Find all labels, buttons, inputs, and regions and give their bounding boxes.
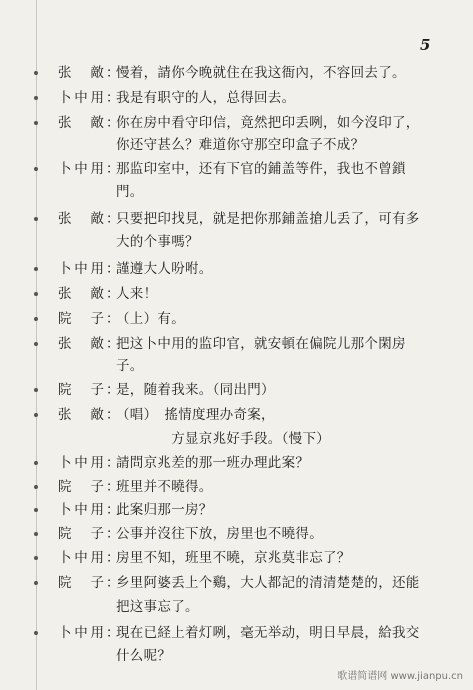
margin-dot [34, 388, 38, 392]
margin-dot [34, 292, 38, 296]
dialogue-text: 把这事忘了。 [116, 599, 199, 615]
speaker-name: 院子 [58, 479, 104, 495]
margin-dot [34, 267, 38, 271]
dialogue-text: 什么呢？ [116, 648, 172, 664]
dialogue-text: 此案归那一房？ [116, 502, 213, 518]
speaker-colon: ： [106, 336, 120, 352]
speaker-name: 张敵 [58, 65, 104, 81]
speaker-colon: ： [106, 479, 120, 495]
speaker-name: 卜中用 [58, 455, 104, 471]
speaker-colon: ： [106, 286, 120, 302]
margin-dot [34, 413, 38, 417]
dialogue-line [0, 476, 473, 498]
speaker-colon: ： [106, 211, 120, 227]
speaker-name: 卜中用 [58, 625, 104, 641]
speaker-colon: ： [106, 115, 120, 131]
dialogue-text: 房里不知，班里不曉，京兆莫非忘了？ [116, 550, 351, 566]
dialogue-line [0, 308, 473, 330]
margin-dot [34, 96, 38, 100]
page-number: 5 [420, 36, 431, 54]
speaker-name: 院子 [58, 526, 104, 542]
dialogue-line [0, 645, 473, 667]
speaker-name: 卜中用 [58, 90, 104, 106]
dialogue-text: 現在已経上着灯咧，毫无举动，明日早晨，給我交 [116, 625, 420, 641]
margin-dot [34, 217, 38, 221]
speaker-colon: ： [106, 526, 120, 542]
dialogue-line [0, 622, 473, 644]
margin-dot [34, 532, 38, 536]
dialogue-text: 請問京兆差的那一班办理此案？ [116, 455, 310, 471]
dialogue-line [0, 428, 473, 450]
dialogue-text: 班里并不曉得。 [116, 479, 213, 495]
dialogue-text: 人来！ [116, 286, 158, 302]
speaker-name: 院子 [58, 382, 104, 398]
speaker-colon: ： [106, 407, 120, 423]
dialogue-line [0, 181, 473, 203]
dialogue-line [0, 333, 473, 355]
speaker-name: 卜中用 [58, 502, 104, 518]
margin-dot [34, 342, 38, 346]
speaker-colon: ： [106, 65, 120, 81]
dialogue-line [0, 112, 473, 134]
speaker-name: 院子 [58, 575, 104, 591]
dialogue-line [0, 547, 473, 569]
dialogue-line [0, 523, 473, 545]
dialogue-line [0, 258, 473, 280]
margin-dot [34, 461, 38, 465]
speaker-colon: ： [106, 90, 120, 106]
dialogue-text: 子。 [116, 358, 144, 374]
margin-dot [34, 631, 38, 635]
dialogue-line [0, 62, 473, 84]
margin-dot [34, 121, 38, 125]
dialogue-text: 是，随着我来。（同出門） [116, 382, 275, 398]
dialogue-line [0, 208, 473, 230]
speaker-colon: ： [106, 382, 120, 398]
speaker-colon: ： [106, 161, 120, 177]
margin-dot [34, 581, 38, 585]
dialogue-line [0, 572, 473, 594]
speaker-name: 张敵 [58, 115, 104, 131]
dialogue-text: （唱） 搖情度理办奇案， [116, 407, 275, 423]
speaker-colon: ： [106, 261, 120, 277]
dialogue-text: 你在房中看守印信，竟然把印丢咧，如今沒印了， [116, 115, 420, 131]
speaker-name: 卜中用 [58, 261, 104, 277]
dialogue-line [0, 87, 473, 109]
dialogue-text: 慢着，請你今晚就住在我这衙內，不容回去了。 [116, 65, 406, 81]
speaker-colon: ： [106, 550, 120, 566]
speaker-colon: ： [106, 625, 120, 641]
dialogue-text: 大的个事嗎？ [116, 234, 199, 250]
dialogue-text: 你还守甚么？难道你守那空印盒子不成？ [116, 137, 365, 153]
dialogue-line [0, 596, 473, 618]
dialogue-line [0, 231, 473, 253]
speaker-name: 卜中用 [58, 550, 104, 566]
speaker-name: 张敵 [58, 407, 104, 423]
dialogue-text: 方显京兆好手段。（慢下） [116, 431, 331, 447]
dialogue-text: 門。 [116, 184, 144, 200]
dialogue-text: 謹遵大人吩咐。 [116, 261, 213, 277]
speaker-colon: ： [106, 502, 120, 518]
dialogue-line [0, 355, 473, 377]
speaker-name: 张敵 [58, 211, 104, 227]
margin-dot [34, 508, 38, 512]
dialogue-text: 公事并沒往下放，房里也不曉得。 [116, 526, 323, 542]
dialogue-text: 乡里阿婆丢上个鷄，大人都記的清清楚楚的，还能 [116, 575, 420, 591]
dialogue-line [0, 452, 473, 474]
dialogue-line [0, 283, 473, 305]
speaker-name: 院子 [58, 311, 104, 327]
margin-dot [34, 317, 38, 321]
speaker-name: 张敵 [58, 286, 104, 302]
dialogue-line [0, 158, 473, 180]
dialogue-line [0, 404, 473, 426]
dialogue-text: 我是有职守的人，总得回去。 [116, 90, 296, 106]
speaker-name: 卜中用 [58, 161, 104, 177]
dialogue-line [0, 499, 473, 521]
margin-dot [34, 71, 38, 75]
dialogue-text: （上）有。 [116, 311, 185, 327]
speaker-colon: ： [106, 455, 120, 471]
speaker-colon: ： [106, 575, 120, 591]
dialogue-text: 那监印室中，还有下官的鋪盖等件，我也不曾鎖 [116, 161, 406, 177]
speaker-colon: ： [106, 311, 120, 327]
dialogue-text: 把这卜中用的监印官，就安頓在偏院儿那个閑房 [116, 336, 406, 352]
margin-dot [34, 167, 38, 171]
dialogue-line [0, 379, 473, 401]
watermark-text: 歌谱简谱网 www.jianpu.cn [337, 671, 463, 682]
speaker-name: 张敵 [58, 336, 104, 352]
dialogue-line [0, 134, 473, 156]
dialogue-text: 只要把印找見，就是把你那鋪盖搶儿丢了，可有多 [116, 211, 420, 227]
margin-dot [34, 556, 38, 560]
margin-dot [34, 485, 38, 489]
